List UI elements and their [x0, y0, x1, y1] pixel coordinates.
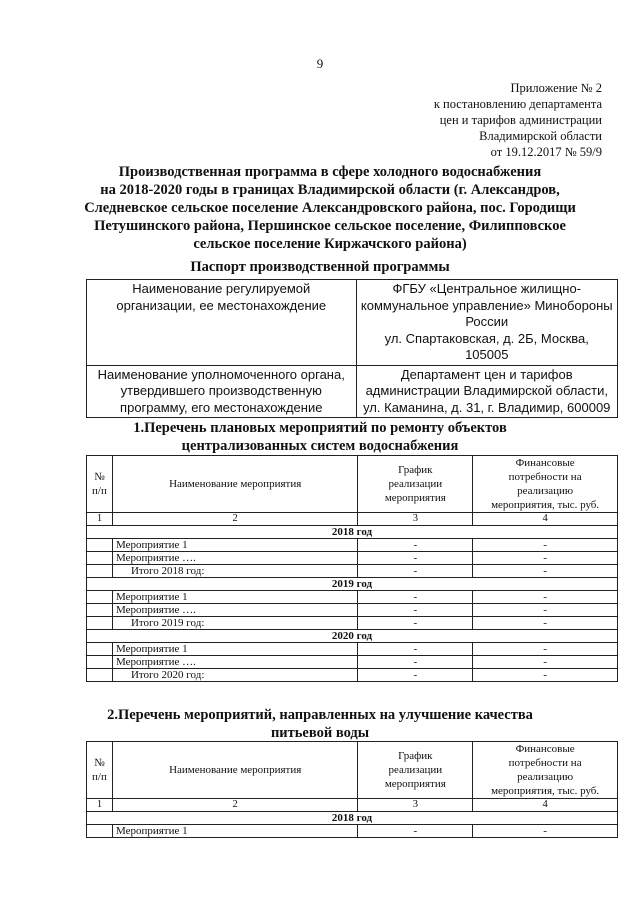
year-row [87, 812, 618, 825]
total-label: Итого 2020 год: [112, 669, 357, 682]
appendix-note [342, 80, 602, 160]
row-num [87, 565, 113, 578]
year-row [87, 578, 618, 591]
schedule-cell: - [358, 617, 473, 630]
header-text: Финансовые [515, 457, 575, 469]
table-row [87, 539, 618, 552]
total-label: Итого 2018 год: [112, 565, 357, 578]
column-number: 4 [473, 799, 618, 812]
table-row [87, 643, 618, 656]
table-row [87, 565, 618, 578]
passport-value [356, 365, 617, 418]
event-name: Мероприятие …. [112, 552, 357, 565]
table-row [87, 591, 618, 604]
label-line: программу, его местонахождение [120, 399, 323, 415]
passport-value [356, 280, 617, 366]
header-text: № [94, 471, 105, 483]
year-label: 2018 год [87, 812, 618, 825]
value-line: ул. Спартаковская, д. 2Б, Москва, [384, 330, 589, 346]
value-line: Департамент цен и тарифов [400, 366, 573, 382]
event-name: Мероприятие 1 [112, 539, 357, 552]
value-line: России [465, 314, 509, 329]
schedule-cell: - [358, 604, 473, 617]
value-line: администрации Владимирской области, [365, 383, 608, 398]
water-quality-events-table [86, 741, 618, 838]
column-number: 1 [87, 799, 113, 812]
column-number: 2 [112, 799, 357, 812]
event-name: Мероприятие …. [112, 604, 357, 617]
passport-row-authority [87, 365, 618, 418]
header-num [87, 456, 113, 513]
column-number: 1 [87, 513, 113, 526]
header-name: Наименование мероприятия [112, 742, 357, 799]
schedule-cell: - [358, 591, 473, 604]
schedule-cell: - [358, 643, 473, 656]
column-number-row [87, 799, 618, 812]
page-number: 9 [316, 56, 324, 71]
schedule-cell: - [358, 552, 473, 565]
header-text: п/п [92, 771, 107, 783]
finance-cell: - [473, 825, 618, 838]
event-name: Мероприятие 1 [112, 643, 357, 656]
row-num [87, 591, 113, 604]
row-num [87, 825, 113, 838]
passport-table [86, 279, 618, 418]
section1-title [60, 419, 580, 455]
total-label: Итого 2019 год: [112, 617, 357, 630]
header-text: п/п [92, 485, 107, 497]
title-line: Следневское сельское поселение Александровского района, пос. Городищи [84, 200, 576, 216]
event-name: Мероприятие 1 [112, 591, 357, 604]
schedule-cell: - [358, 565, 473, 578]
passport-title: Паспорт производственной программы [190, 259, 450, 275]
passport-label [87, 365, 357, 418]
finance-cell: - [473, 565, 618, 578]
column-number-row [87, 513, 618, 526]
column-number: 3 [358, 799, 473, 812]
column-number: 3 [358, 513, 473, 526]
repair-events-table [86, 455, 618, 682]
value-line: ул. Каманина, д. 31, г. Владимир, 600009 [363, 399, 611, 415]
header-text: реализации [388, 478, 443, 490]
finance-cell: - [473, 669, 618, 682]
table-row [87, 656, 618, 669]
finance-cell: - [473, 656, 618, 669]
header-text: Финансовые [515, 743, 575, 755]
year-label: 2020 год [87, 630, 618, 643]
year-label: 2018 год [87, 526, 618, 539]
table-row [87, 669, 618, 682]
row-num [87, 539, 113, 552]
header-schedule [358, 456, 473, 513]
header-text: реализацию [517, 485, 574, 497]
table-row [87, 552, 618, 565]
header-finance [473, 456, 618, 513]
document-title [80, 163, 580, 253]
table-row [87, 825, 618, 838]
schedule-cell: - [358, 669, 473, 682]
row-num [87, 656, 113, 669]
label-line: Наименование уполномоченного органа, [97, 366, 345, 382]
row-num [87, 643, 113, 656]
header-text: потребности на [508, 757, 582, 769]
header-text: потребности на [508, 471, 582, 483]
header-name: Наименование мероприятия [112, 456, 357, 513]
label-line: Наименование регулируемой [132, 281, 311, 296]
schedule-cell: - [358, 656, 473, 669]
header-finance [473, 742, 618, 799]
finance-cell: - [473, 643, 618, 656]
finance-cell: - [473, 539, 618, 552]
section-title-line: питьевой воды [270, 725, 370, 741]
header-text: № [94, 757, 105, 769]
header-text: реализации [388, 764, 443, 776]
table-row [87, 604, 618, 617]
appendix-line: Приложение № 2 [510, 81, 602, 95]
header-text: мероприятия, тыс. руб. [491, 499, 600, 511]
title-line: сельское поселение Киржачского района) [193, 236, 467, 252]
appendix-line: к постановлению департамента [433, 97, 602, 111]
appendix-line: Владимирской области [479, 129, 602, 143]
title-line: Производственная программа в сфере холодного водоснабжения [118, 164, 542, 180]
appendix-line: цен и тарифов администрации [439, 113, 602, 127]
column-number: 4 [473, 513, 618, 526]
header-text: График [398, 464, 433, 476]
label-line: утвердившего производственную [120, 383, 322, 398]
column-number: 2 [112, 513, 357, 526]
finance-cell: - [473, 604, 618, 617]
event-name: Мероприятие …. [112, 656, 357, 669]
section-title-line: централизованных систем водоснабжения [181, 438, 459, 454]
header-text: График [398, 750, 433, 762]
year-row [87, 526, 618, 539]
passport-label [87, 280, 357, 366]
year-label: 2019 год [87, 578, 618, 591]
section-title-line: 1.Перечень плановых мероприятий по ремонту объектов [133, 420, 507, 436]
passport-row-organization [87, 280, 618, 366]
finance-cell: - [473, 552, 618, 565]
header-schedule [358, 742, 473, 799]
value-line: 105005 [465, 347, 509, 362]
table-header-row [87, 456, 618, 513]
header-text: мероприятия, тыс. руб. [491, 785, 600, 797]
value-line: ФГБУ «Центральное жилищно- [392, 281, 582, 296]
table-row [87, 617, 618, 630]
row-num [87, 669, 113, 682]
header-text: реализацию [517, 771, 574, 783]
schedule-cell: - [358, 539, 473, 552]
schedule-cell: - [358, 825, 473, 838]
value-line: коммунальное управление» Минобороны [360, 297, 613, 313]
section-title-line: 2.Перечень мероприятий, направленных на улучшение качества [107, 707, 533, 723]
label-line: организации, ее местонахождение [116, 297, 327, 313]
event-name: Мероприятие 1 [112, 825, 357, 838]
title-line: на 2018-2020 годы в границах Владимирской области (г. Александров, [100, 182, 560, 198]
finance-cell: - [473, 591, 618, 604]
title-line: Петушинского района, Першинское сельское поселение, Филипповское [94, 218, 566, 234]
finance-cell: - [473, 617, 618, 630]
header-text: мероприятия [384, 492, 446, 504]
year-row [87, 630, 618, 643]
row-num [87, 552, 113, 565]
section2-title [60, 706, 580, 742]
row-num [87, 617, 113, 630]
row-num [87, 604, 113, 617]
header-num [87, 742, 113, 799]
table-header-row [87, 742, 618, 799]
appendix-line: от 19.12.2017 № 59/9 [490, 145, 602, 159]
header-text: мероприятия [384, 778, 446, 790]
